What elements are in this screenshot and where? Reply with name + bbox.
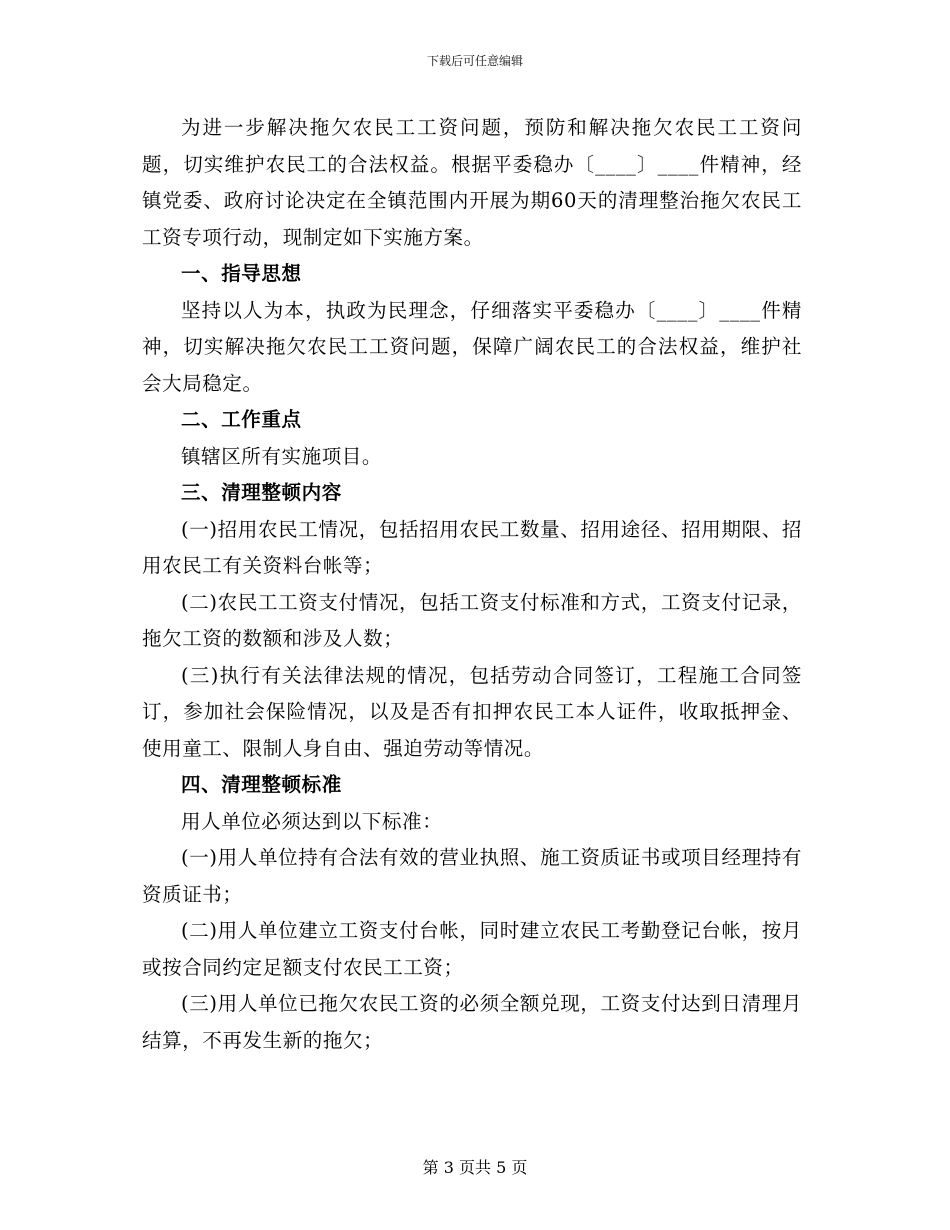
document-body: [142, 110, 802, 1059]
content-item-3: (三)执行有关法律法规的情况，包括劳动合同签订，工程施工合同签订，参加社会保险情况，以及是否有扣押农民工本人证件，收取抵押金、使用童工、限制人身自由、强迫劳动等情况。: [142, 663, 802, 760]
content-item-1: (一)招用农民工情况，包括招用农民工数量、招用途径、招用期限、招用农民工有关资料台帐等；: [142, 517, 802, 577]
standard-item-3: (三)用人单位已拖欠农民工资的必须全额兑现，工资支付达到日清理月结算，不再发生新的拖欠；: [142, 992, 802, 1052]
intro-paragraph: 为进一步解决拖欠农民工工资问题，预防和解决拖欠农民工工资问题，切实维护农民工的合法权益。根据平委稳办〔____〕____件精神，经镇党委、政府讨论决定在全镇范围内开展为期60天的清理整治拖欠农民工工资专项行动，现制定如下实施方案。: [142, 116, 802, 249]
work-focus-paragraph: 镇辖区所有实施项目。: [181, 444, 383, 468]
section-heading-rectification-content: 三、清理整顿内容: [181, 481, 342, 504]
standard-item-1: (一)用人单位持有合法有效的营业执照、施工资质证书或项目经理持有资质证书；: [142, 846, 802, 906]
content-item-2: (二)农民工工资支付情况，包括工资支付标准和方式，工资支付记录，拖欠工资的数额和涉及人数；: [142, 590, 802, 650]
standard-item-2: (二)用人单位建立工资支付台帐，同时建立农民工考勤登记台帐，按月或按合同约定足额支付农民工工资；: [142, 919, 802, 979]
guiding-ideology-paragraph: 坚持以人为本，执政为民理念，仔细落实平委稳办〔____〕____件精神，切实解决拖欠农民工工资问题，保障广阔农民工的合法权益，维护社会大局稳定。: [142, 298, 802, 395]
section-heading-work-focus: 二、工作重点: [181, 408, 302, 431]
page-header: 下载后可任意编辑: [426, 54, 523, 68]
section-heading-guiding-ideology: 一、指导思想: [181, 262, 302, 285]
page-number-footer: 第 3 页共 5 页: [422, 1158, 528, 1177]
standards-intro-paragraph: 用人单位必须达到以下标准：: [181, 809, 443, 833]
section-heading-rectification-standards: 四、清理整顿标准: [181, 773, 342, 796]
